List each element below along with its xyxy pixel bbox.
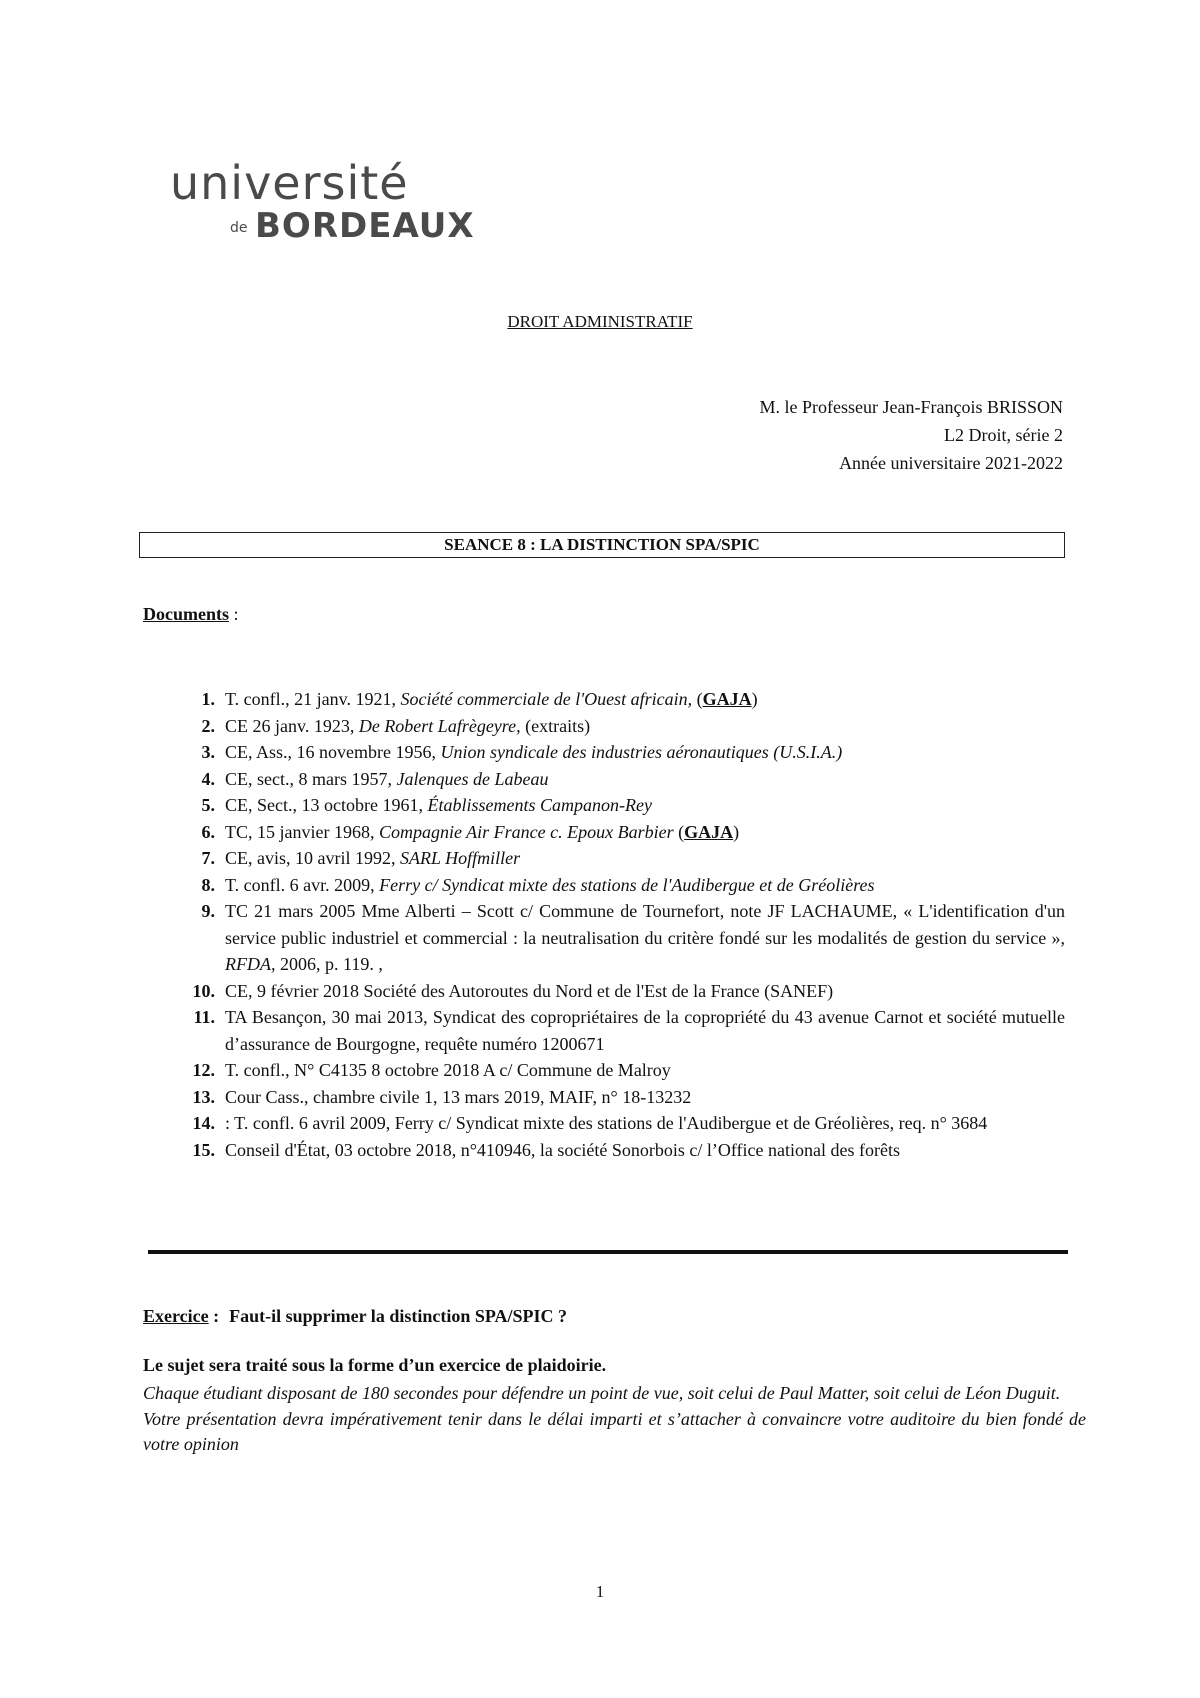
list-item [175, 845, 1065, 872]
list-item [175, 1110, 1065, 1137]
instructions-paragraph-2: Votre présentation devra impérativement tenir dans le délai imparti et s’attacher à convaincre votre auditoire du bien fondé de votre opinion [143, 1408, 1086, 1454]
list-item-it: Jalenques de Labeau [396, 768, 549, 789]
professor-block [760, 393, 1063, 477]
list-item [175, 713, 1065, 740]
list-item-number: 12. [192, 1060, 215, 1080]
list-item-text [225, 1110, 1065, 1137]
list-item-it: Établissements Campanon-Rey [427, 795, 652, 815]
list-item-post: ( [673, 821, 685, 842]
list-item-it: Ferry c/ Syndicat mixte des stations de l'Audibergue et de Gréolières [379, 874, 875, 895]
list-item-pre: Cour Cass., chambre civile 1, 13 mars 2019, MAIF, n° 18-13232 [225, 1086, 692, 1107]
list-item-pre: T. confl., 21 janv. 1921, [225, 689, 401, 709]
list-item-text [225, 1057, 1065, 1084]
list-item [175, 819, 1065, 846]
list-item-number: 10. [192, 980, 215, 1001]
list-item [175, 739, 1065, 766]
list-item-pre: CE, Sect., 13 octobre 1961, [225, 795, 428, 815]
list-item-text [225, 766, 1065, 793]
list-item [175, 766, 1065, 793]
list-item-post: 2006, p. 119. , [275, 954, 383, 974]
list-item-it: RFDA, [225, 954, 276, 974]
list-item-gaja: GAJA [702, 689, 752, 709]
professor-name: M. le Professeur Jean-François BRISSON [759, 397, 1063, 417]
list-item-post: (extraits) [520, 715, 591, 736]
list-item-it: SARL Hoffmiller [399, 848, 521, 868]
exercise-colon: : [208, 1306, 220, 1326]
list-item-text [225, 978, 1065, 1005]
list-item-text [225, 792, 1065, 819]
list-item-pre: CE, 9 février 2018 Société des Autoroutes du Nord et de l'Est de la France (SANEF) [225, 980, 834, 1001]
list-item-end: ) [733, 821, 740, 842]
list-item [175, 978, 1065, 1005]
instructions-paragraph-1: Chaque étudiant disposant de 180 secondes pour défendre un point de vue, soit celui de Paul Matter, soit celui de Léon Duguit. [143, 1383, 1061, 1403]
list-item-number: 5. [201, 795, 215, 815]
list-item-pre: CE, sect., 8 mars 1957, [225, 768, 397, 789]
list-item-number: 11. [193, 1007, 215, 1027]
list-item-text [225, 686, 1065, 713]
list-item-number: 8. [201, 874, 215, 895]
list-item [175, 686, 1065, 713]
list-item-text [225, 845, 1065, 872]
list-item-number: 7. [201, 848, 215, 868]
list-item-number: 14. [192, 1113, 215, 1133]
academic-year: Année universitaire 2021-2022 [839, 453, 1063, 473]
list-item-pre: Conseil d'État, 03 octobre 2018, n°410946, la société Sonorbois c/ l’Office national des forêts [225, 1139, 900, 1160]
list-item-pre: CE 26 janv. 1923, [225, 715, 359, 736]
logo-de: de [230, 220, 248, 236]
list-item-number: 13. [192, 1086, 215, 1107]
exercise-instructions [143, 1381, 1086, 1458]
list-item-post: ( [692, 689, 703, 709]
list-item [175, 1084, 1065, 1111]
list-item-pre: : T. confl. 6 avril 2009, Ferry c/ Syndicat mixte des stations de l'Audibergue et de Gréolières, req. n° 3684 [225, 1113, 988, 1133]
documents-label: Documents [143, 604, 229, 624]
list-item-number: 6. [201, 821, 215, 842]
list-item-pre: CE, avis, 10 avril 1992, [225, 848, 400, 868]
list-item [175, 898, 1065, 978]
list-item-text [225, 898, 1065, 978]
documents-list [175, 686, 1065, 1163]
page-title: DROIT ADMINISTRATIF [507, 312, 693, 331]
exercise-heading [143, 1306, 567, 1327]
university-logo [170, 156, 475, 260]
list-item-text [225, 872, 1065, 899]
list-item [175, 1057, 1065, 1084]
list-item-text [225, 1004, 1065, 1057]
list-item-pre: TC 21 mars 2005 Mme Alberti – Scott c/ Commune de Tournefort, note JF LACHAUME, « L'identification d'un service public industriel et commercial : la neutralisation du critère fondé sur les modalités de gestion du service », [225, 901, 1065, 948]
list-item [175, 1137, 1065, 1164]
list-item-it: Union syndicale des industries aéronautiques (U.S.I.A.) [440, 742, 843, 762]
list-item-number: 4. [201, 768, 215, 789]
list-item-end: ) [751, 689, 758, 709]
logo-bordeaux: BORDEAUX [255, 206, 475, 246]
list-item-pre: TC, 15 janvier 1968, [225, 821, 379, 842]
list-item-number: 1. [201, 689, 215, 709]
seance-title: SEANCE 8 : LA DISTINCTION SPA/SPIC [139, 532, 1065, 558]
logo-universite: université [170, 156, 409, 210]
exercise-question: Faut-il supprimer la distinction SPA/SPIC ? [229, 1306, 568, 1326]
exercise-label: Exercice [143, 1306, 209, 1326]
list-item [175, 1004, 1065, 1057]
list-item-text [225, 1137, 1065, 1164]
class-name: L2 Droit, série 2 [944, 425, 1063, 445]
list-item [175, 792, 1065, 819]
list-item-number: 3. [201, 742, 215, 762]
list-item-pre: TA Besançon, 30 mai 2013, Syndicat des copropriétaires de la copropriété du 43 avenue Carnot et société mutuelle d’assurance de Bourgogne, requête numéro 1200671 [225, 1007, 1065, 1054]
list-item-gaja: GAJA [684, 821, 734, 842]
documents-heading [143, 604, 239, 625]
divider [148, 1250, 1068, 1254]
list-item-pre: T. confl., N° C4135 8 octobre 2018 A c/ Commune de Malroy [225, 1060, 671, 1080]
list-item-text [225, 739, 1065, 766]
list-item-number: 9. [201, 901, 215, 921]
exercise-format: Le sujet sera traité sous la forme d’un exercice de plaidoirie. [143, 1355, 607, 1375]
list-item-it: Compagnie Air France c. Epoux Barbier [378, 821, 674, 842]
list-item-number: 15. [192, 1139, 215, 1160]
list-item-it: De Robert Lafrègeyre, [358, 715, 521, 736]
list-item-text [225, 819, 1065, 846]
documents-colon: : [229, 604, 239, 624]
list-item-pre: CE, Ass., 16 novembre 1956, [225, 742, 441, 762]
list-item-number: 2. [201, 715, 215, 736]
list-item-pre: T. confl. 6 avr. 2009, [225, 874, 380, 895]
list-item [175, 872, 1065, 899]
list-item-text [225, 713, 1065, 740]
list-item-text [225, 1084, 1065, 1111]
page-number: 1 [595, 1582, 605, 1601]
list-item-it: Société commerciale de l'Ouest africain, [400, 689, 693, 709]
